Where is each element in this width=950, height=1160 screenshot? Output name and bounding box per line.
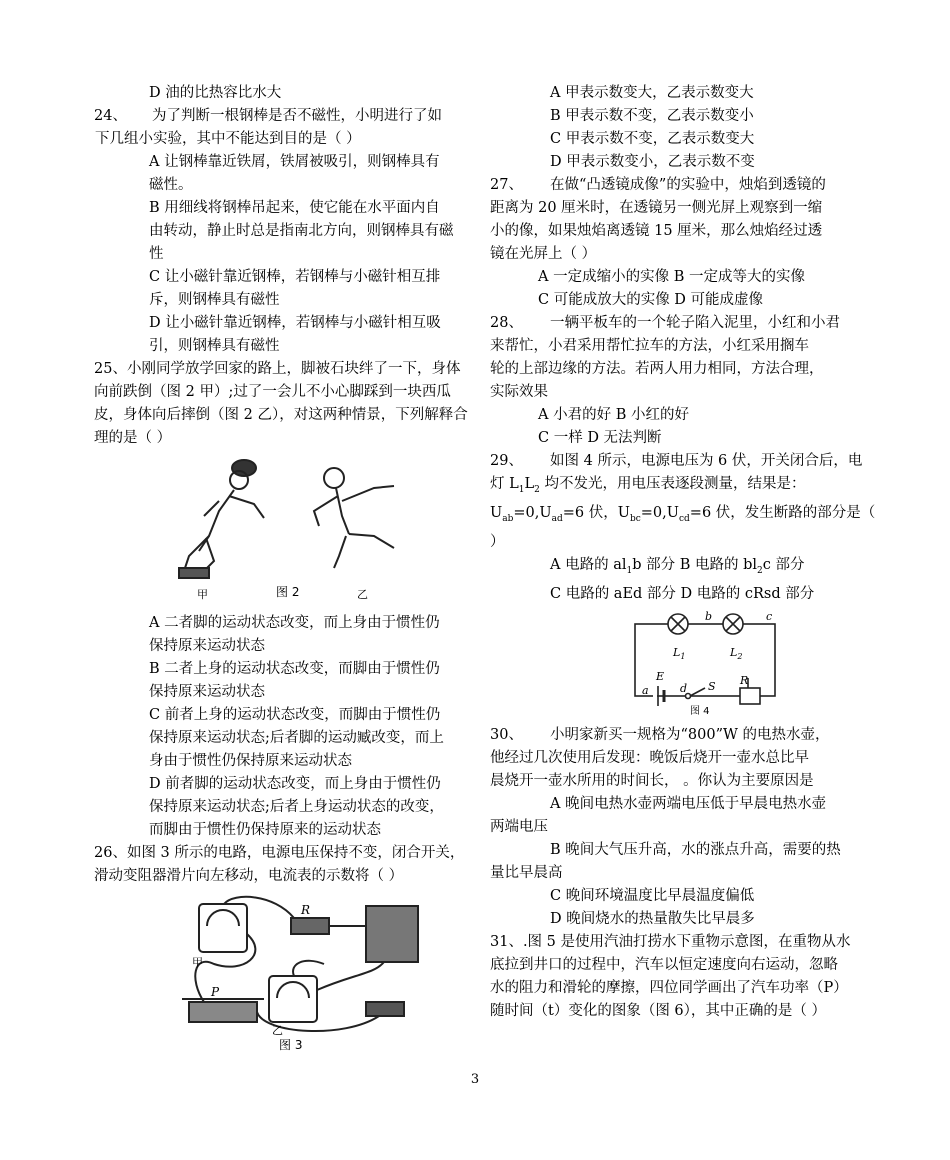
figure-2 [94, 456, 464, 606]
left-column: D 油的比热容比水大 24、 为了判断一根钢棒是否不磁性，小明进行了如 下几组小实验，其中不能达到目的是（ ） A 让钢棒靠近铁屑，铁屑被吸引，则钢棒具有 磁性。 B 用细线将钢棒吊起来，使它能在水平面内自 由转动，静止时总是指南北方向，则钢棒具有磁 性 C 让小磁针靠近钢棒，若钢棒与小磁针相互排 斥，则钢棒具有磁性 D 让小磁针靠近钢棒，若钢棒与小磁针相互吸 引，则钢棒具有磁性 25、小刚同学放学回家的路上，脚被石块绊了一下，身体 向前跌倒（图 2 甲）;过了一会儿不小心脚踩到一块西瓜 皮，身体向后摔倒（图 2 乙），对这两种情景，下列解释合 理的是（ ） 甲 图 2 乙 A 二者脚的运动状态改变，而上身由于惯性仍 保持原来运动状态 B 二者上身的运动状态改变，而脚由于惯性仍 保持原来运动状态 C 前者上身的运动状态改变，而脚由于惯性仍 保持原来运动状态;后者脚的运动臧改变，而上 身由于惯性仍保持原来运动状态 D 前者脚的运动状态改变，而上身由于惯性仍 保持原来运动状态;后者上身运动状态的改变， 而脚由于惯性仍保持原来的运动状态 26、如图 3 所示的电路，电源电压保持不变，闭合开关， 滑动变阻器滑片向左移动，电流表的示数将（ ） R P 甲 乙 图 3 [94, 82, 464, 1058]
q26-option-c: C 甲表示数不变，乙表示数变大 [550, 131, 755, 147]
question-28: 28、 一辆平板车的一个轮子陷入泥里，小红和小君 [490, 315, 840, 331]
question-24: 24、 为了判断一根钢棒是否不磁性，小明进行了如 [94, 108, 442, 124]
fig3-R: R [301, 903, 311, 917]
fig3-P: P [211, 985, 220, 999]
svg-text:L2: $L_2$ [730, 645, 743, 661]
circuit-photo-illustration [94, 894, 464, 1052]
q26-option-a: A 甲表示数变大，乙表示数变大 [550, 85, 754, 101]
fig2-label-yi: 乙 [357, 588, 368, 601]
fig2-label-jia: 甲 [197, 588, 208, 601]
fig3-label: 图 3 [279, 1038, 303, 1052]
q23-option-d: D 油的比热容比水大 [149, 85, 282, 101]
fig2-label: 图 2 [276, 585, 300, 599]
question-31: 31、.图 5 是使用汽油打捞水下重物示意图，在重物从水 [490, 933, 851, 950]
svg-text:L1: $L_1$ [673, 645, 686, 661]
svg-text:S: S [708, 679, 716, 693]
question-30: 30、 小明家新买一规格为“800”W 的电热水壶， [490, 726, 830, 743]
right-column: A 甲表示数变大，乙表示数变大 B 甲表示数不变，乙表示数变小 C 甲表示数不变，乙表示数变大 D 甲表示数变小，乙表示数不变 27、 在做“凸透镜成像”的实验中，烛焰到透镜的 距离为 20 厘米时，在透镜另一侧光屏上观察到一缩 小的像，如果烛焰离透镜 15 厘米，那么烛焰经过透 镜在光屏上（ ） A 一定成缩小的实像 B 一定成等大的实像 C 可能成放大的实像 D 可能成虚像 28、 一辆平板车的一个轮子陷入泥里，小红和小君 来帮忙，小君采用帮忙拉车的方法，小红采用搁车 轮的上部边缘的方法。若两人用力相同，方法合理， 实际效果 A 小君的好 B 小红的好 C 一样 D 无法判断 29、 如图 4 所示，电源电压为 6 伏，开关闭合后，电 灯 $L_1L_2$ 均不发光，用电压表逐段测量，结果是： $U_{ab}=0,U_{ad}=6$ 伏，$U_{bc}=0,U_{cd}=6$ 伏，发生断路的部分是（ ） A 电路的 $al_1b$ 部分 B 电路的 $bl_2c$ 部分 C 电路的 aEd 部分 D 电路的 cRsd 部分 b c $L_1$ $L_2$ E R a d S 图 4 30、 小明家新买一规格为“800”W 的电热水壶， 他经过几次使用后发现：晚饭后烧开一壶水总比早 晨烧开一壶水所用的时间长， 。你认为主要原因是 A 晚间电热水壶两端电压低于早晨电热水壶 两端电压 B 晚间大气压升高，水的涨点升高，需要的热 量比早晨高 C 晚间环境温度比早晨温度偏低 D 晚间烧水的热量散失比早晨多 31、.图 5 是使用汽油打捞水下重物示意图，在重物从水 底拉到井口的过程中，汽车以恒定速度向右运动，忽略 水的阻力和滑轮的摩擦，四位同学画出了汽车功率（P） 随时间（t）变化的图象（图 6），其中正确的是（ ） [490, 82, 862, 1023]
figure-4 [490, 608, 862, 720]
falling-people-illustration [94, 456, 464, 606]
svg-text:R: R [740, 673, 749, 687]
svg-text:b: b [705, 609, 713, 623]
fig3-jia: 甲 [192, 956, 203, 969]
svg-text:d: d [680, 681, 688, 695]
figure-3 [94, 894, 464, 1052]
svg-text:c: c [766, 609, 773, 623]
q26-option-d: D 甲表示数变小，乙表示数不变 [550, 154, 755, 170]
question-27: 27、 在做“凸透镜成像”的实验中，烛焰到透镜的 [490, 177, 826, 193]
question-26: 26、如图 3 所示的电路，电源电压保持不变，闭合开关， [94, 845, 465, 861]
svg-text:E: E [656, 669, 665, 683]
svg-text:a: a [642, 683, 649, 697]
q26-option-b: B 甲表示数不变，乙表示数变小 [550, 108, 754, 124]
page-number: 3 [470, 1072, 480, 1087]
question-29: 29、 如图 4 所示，电源电压为 6 伏，开关闭合后，电 [490, 453, 863, 469]
svg-text:图 4: 图 4 [690, 705, 710, 717]
fig3-yi: 乙 [272, 1024, 283, 1037]
question-25: 25、小刚同学放学回家的路上，脚被石块绊了一下，身体 [94, 361, 461, 377]
circuit-diagram [490, 608, 862, 720]
